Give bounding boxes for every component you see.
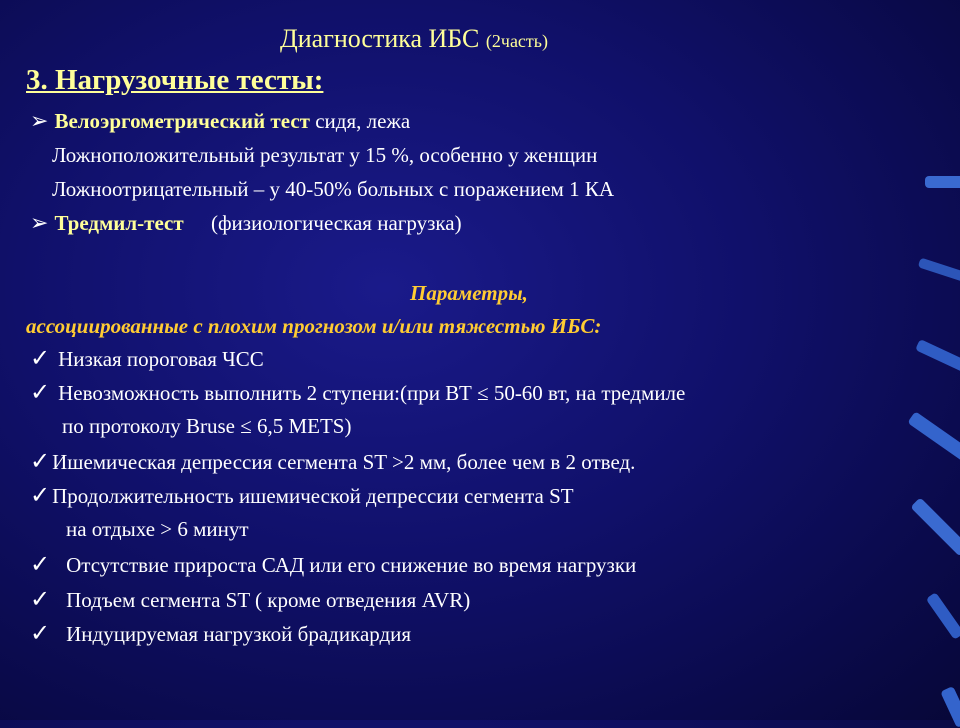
bullet-rest: (физиологическая нагрузка) — [210, 211, 462, 235]
arrow-bullet-icon: ➢ — [30, 210, 49, 235]
bullet-treadmill-test — [30, 210, 462, 236]
checkmark-icon: ✓ — [30, 380, 51, 406]
bullet-bold: Тредмил-тест — [54, 211, 184, 235]
slide-title — [280, 24, 548, 54]
check-continuation: на отдыхе > 6 минут — [66, 517, 249, 541]
bullet-rest: сидя, лежа — [315, 109, 411, 133]
checkmark-icon: ✓ — [30, 552, 51, 578]
section-heading: 3. Нагрузочные тесты: — [26, 64, 324, 96]
check-item — [30, 344, 264, 373]
check-item — [30, 585, 470, 614]
check-text: Подъем сегмента ST ( кроме отведения AVR) — [66, 588, 471, 612]
bullet-bold: Велоэргометрический тест — [54, 109, 310, 133]
check-item — [30, 550, 636, 579]
check-item — [30, 619, 411, 648]
title-main: Диагностика ИБС — [280, 24, 480, 53]
arrow-bullet-icon: ➢ — [30, 108, 49, 133]
check-text: Продолжительность ишемической депрессии сегмента ST — [52, 484, 574, 508]
title-sub: (2часть) — [485, 31, 548, 51]
check-item — [30, 378, 685, 407]
checkmark-icon: ✓ — [30, 621, 51, 647]
check-text: Ишемическая депрессия сегмента ST >2 мм, более чем в 2 отвед. — [52, 450, 636, 474]
checkmark-icon: ✓ — [30, 483, 51, 509]
params-subheading: ассоциированные с плохим прогнозом и/или тяжестью ИБС: — [26, 314, 602, 338]
check-text: Отсутствие прироста САД или его снижение во время нагрузки — [66, 553, 637, 577]
check-item — [30, 481, 574, 510]
text-line: Ложноотрицательный – у 40-50% больных с поражением 1 КА — [52, 177, 614, 201]
checkmark-icon: ✓ — [30, 346, 51, 372]
check-item — [30, 447, 635, 476]
checkmark-icon: ✓ — [30, 587, 51, 613]
text-line: Ложноположительный результат у 15 %, особенно у женщин — [52, 143, 598, 167]
check-text: Индуцируемая нагрузкой брадикардия — [66, 622, 412, 646]
bullet-bicycle-test — [30, 108, 410, 134]
checkmark-icon: ✓ — [30, 449, 51, 475]
params-heading: Параметры, — [410, 281, 528, 305]
check-text: Низкая пороговая ЧСС — [58, 347, 264, 371]
check-text: Невозможность выполнить 2 ступени:(при ВТ ≤ 50-60 вт, на тредмиле — [58, 381, 686, 405]
check-continuation: по протоколу Bruse ≤ 6,5 METS) — [62, 414, 352, 438]
